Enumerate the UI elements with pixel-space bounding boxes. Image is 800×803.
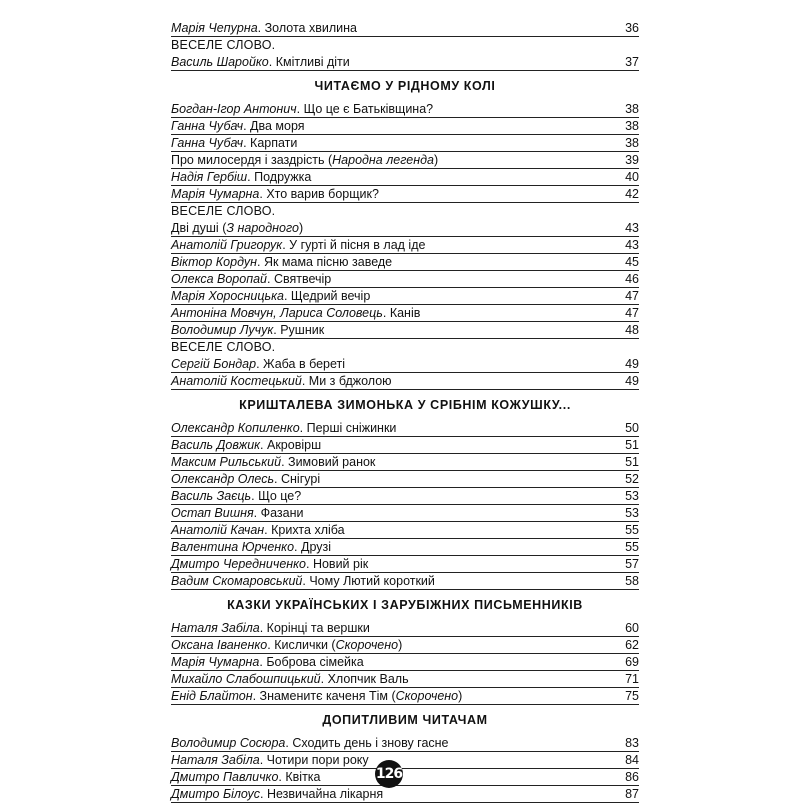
entry-title	[307, 420, 397, 437]
entry-title	[289, 237, 425, 254]
author-separator: .	[274, 472, 281, 486]
entry-author: Енід Блайтон	[171, 689, 253, 703]
toc-entry	[171, 373, 639, 390]
entry-title-text: Снігурі	[280, 472, 321, 486]
entry-page-number: 38	[625, 136, 639, 150]
entry-author: Олександр Копиленко	[171, 421, 300, 435]
toc-entry	[171, 671, 639, 688]
entry-title	[274, 637, 402, 654]
entry-author: Наталя Забіла	[171, 621, 260, 635]
section-heading: ДОПИТЛИВИМ ЧИТАЧАМ	[322, 713, 488, 727]
entry-note: Скорочено	[395, 689, 459, 703]
entry-author: Дмитро Павличко	[171, 770, 279, 784]
paren-close: )	[458, 689, 463, 703]
entry-title-text: Канів	[389, 306, 421, 320]
paren-open: (	[218, 221, 227, 235]
entry-page-number: 52	[625, 472, 639, 486]
entry-title-text: Фазани	[260, 506, 304, 520]
entry-title-text: Подружка	[254, 170, 312, 184]
entry-title	[285, 769, 320, 786]
entry-author: Максим Рильський	[171, 455, 282, 469]
subsection-label: ВЕСЕЛЕ СЛОВО.	[171, 340, 276, 354]
toc-entry	[171, 786, 639, 803]
entry-title-text: Друзі	[300, 540, 332, 554]
author-separator: .	[264, 523, 272, 537]
entry-title-text: Квітка	[285, 770, 321, 784]
author-separator: .	[259, 655, 267, 669]
entry-title	[276, 54, 350, 71]
toc-entry	[171, 322, 639, 339]
entry-page-number: 69	[625, 655, 639, 669]
entry-underline	[171, 389, 639, 390]
entry-title	[291, 288, 370, 305]
paren-open: (	[327, 638, 336, 652]
entry-title-text: Щедрий вечір	[290, 289, 371, 303]
entry-title-text: Крихта хліба	[271, 523, 345, 537]
entry-page-number: 53	[625, 506, 639, 520]
entry-page-number: 57	[625, 557, 639, 571]
entry-page-number: 55	[625, 540, 639, 554]
entry-page-number: 47	[625, 306, 639, 320]
entry-title-text: Карпати	[250, 136, 298, 150]
entry-page-number: 60	[625, 621, 639, 635]
entry-author: Олекса Воропай	[171, 272, 267, 286]
toc-entry	[171, 169, 639, 186]
entry-title-text: Чому Лютий короткий	[309, 574, 435, 588]
entry-title	[265, 20, 357, 37]
entry-title-text: Два моря	[250, 119, 305, 133]
entry-title	[171, 220, 303, 237]
entry-author: Володимир Сосюра	[171, 736, 286, 750]
entry-author: Анатолій Григорук	[171, 238, 283, 252]
paren-open: (	[387, 689, 396, 703]
entry-title	[258, 488, 301, 505]
toc-entry	[171, 522, 639, 539]
entry-underline	[171, 589, 639, 590]
author-separator: .	[278, 770, 286, 784]
entry-title-text: Святвечір	[273, 272, 332, 286]
entry-title-text: Про милосердя і заздрість	[171, 153, 325, 167]
subsection-label: ВЕСЕЛЕ СЛОВО.	[171, 204, 276, 218]
entry-note: З народного	[226, 221, 299, 235]
entry-title-text: Сходить день і знову гасне	[292, 736, 449, 750]
toc-entry	[171, 54, 639, 71]
author-separator: .	[306, 557, 313, 571]
entry-author: Марія Хоросницька	[171, 289, 284, 303]
entry-title	[250, 118, 305, 135]
author-separator: .	[302, 574, 310, 588]
entry-page-number: 58	[625, 574, 639, 588]
entry-title	[274, 271, 331, 288]
author-separator: .	[259, 187, 267, 201]
entry-title	[280, 322, 324, 339]
entry-title-text: Жаба в береті	[263, 357, 346, 371]
entry-title	[254, 169, 311, 186]
author-separator: .	[253, 506, 261, 520]
entry-author: Анатолій Костецький	[171, 374, 302, 388]
entry-note: Скорочено	[335, 638, 399, 652]
entry-title-text: У гурті й пісня в лад іде	[289, 238, 426, 252]
author-separator: .	[301, 374, 309, 388]
entry-title	[264, 254, 392, 271]
entry-title	[271, 522, 344, 539]
author-separator: .	[247, 170, 255, 184]
entry-page-number: 43	[625, 238, 639, 252]
entry-title-text: Корінці та вершки	[266, 621, 370, 635]
author-separator: .	[259, 753, 267, 767]
entry-page-number: 38	[625, 102, 639, 116]
entry-title-text: Дві душі	[171, 221, 219, 235]
entry-author: Дмитро Чередниченко	[171, 557, 306, 571]
entry-page-number: 45	[625, 255, 639, 269]
entry-title-text: Що це?	[258, 489, 302, 503]
entry-page-number: 87	[625, 787, 639, 801]
toc-entry	[171, 505, 639, 522]
author-separator: .	[257, 21, 265, 35]
entry-author: Ганна Чубач	[171, 136, 244, 150]
entry-page-number: 46	[625, 272, 639, 286]
entry-title	[266, 654, 363, 671]
entry-title-text: Чотири пори року	[266, 753, 369, 767]
entry-author: Дмитро Білоус	[171, 787, 260, 801]
entry-title	[267, 786, 383, 803]
entry-author: Марія Чумарна	[171, 655, 260, 669]
entry-underline	[171, 36, 639, 37]
paren-close: )	[298, 221, 304, 235]
toc-entry	[171, 556, 639, 573]
entry-title	[292, 735, 448, 752]
entry-title	[288, 454, 375, 471]
entry-author: Віктор Кордун	[171, 255, 257, 269]
entry-title	[267, 752, 369, 769]
entry-page-number: 83	[625, 736, 639, 750]
toc-entry	[171, 271, 639, 288]
entry-page-number: 71	[625, 672, 639, 686]
entry-page-number: 37	[625, 55, 639, 69]
entry-page-number: 38	[625, 119, 639, 133]
toc-entry	[171, 769, 639, 786]
entry-author: Володимир Лучук	[171, 323, 274, 337]
author-separator: .	[259, 787, 267, 801]
entry-title-text: Хлопчик Валь	[327, 672, 409, 686]
entry-page-number: 40	[625, 170, 639, 184]
section-heading: КРИШТАЛЕВА ЗИМОНЬКА У СРІБНІМ КОЖУШКУ...	[239, 398, 571, 412]
toc-entry	[171, 254, 639, 271]
toc-entry	[171, 488, 639, 505]
entry-page-number: 50	[625, 421, 639, 435]
entry-title	[304, 101, 434, 118]
author-separator: .	[252, 689, 260, 703]
author-separator: .	[243, 136, 251, 150]
entry-title-text: Рушник	[280, 323, 325, 337]
entry-author: Вадим Скомаровський	[171, 574, 303, 588]
author-separator: .	[296, 102, 304, 116]
entry-author: Валентина Юрченко	[171, 540, 295, 554]
entry-title	[328, 671, 409, 688]
entry-title-text: Як мама пісню заведе	[263, 255, 393, 269]
entry-page-number: 86	[625, 770, 639, 784]
table-of-contents	[171, 20, 639, 803]
author-separator: .	[267, 272, 274, 286]
entry-title-text: Незвичайна лікарня	[266, 787, 384, 801]
entry-title-text: Золота хвилина	[264, 21, 357, 35]
entry-author: Наталя Забіла	[171, 753, 260, 767]
entry-underline	[171, 70, 639, 71]
entry-author: Василь Шаройко	[171, 55, 269, 69]
toc-entry	[171, 539, 639, 556]
entry-author: Василь Заєць	[171, 489, 252, 503]
author-separator: .	[294, 540, 301, 554]
entry-title	[260, 688, 463, 705]
toc-entry	[171, 471, 639, 488]
entry-title	[267, 437, 321, 454]
entry-author: Олександр Олесь	[171, 472, 275, 486]
entry-page-number: 51	[625, 455, 639, 469]
entry-page-number: 55	[625, 523, 639, 537]
entry-title	[261, 505, 304, 522]
author-separator: .	[382, 306, 390, 320]
toc-entry	[171, 152, 639, 169]
author-separator: .	[282, 238, 290, 252]
toc-entry	[171, 735, 639, 752]
entry-title-text: Перші сніжинки	[306, 421, 397, 435]
author-separator: .	[256, 357, 264, 371]
paren-close: )	[398, 638, 403, 652]
entry-title-text: Боброва сімейка	[266, 655, 364, 669]
subsection-label: ВЕСЕЛЕ СЛОВО.	[171, 38, 276, 52]
entry-title	[309, 573, 435, 590]
entry-page-number: 53	[625, 489, 639, 503]
entry-title	[390, 305, 421, 322]
entry-title	[267, 620, 370, 637]
author-separator: .	[273, 323, 281, 337]
author-separator: .	[267, 638, 275, 652]
entry-page-number: 49	[625, 374, 639, 388]
entry-page-number: 47	[625, 289, 639, 303]
entry-page-number: 51	[625, 438, 639, 452]
entry-page-number: 62	[625, 638, 639, 652]
entry-title-text: Хто варив борщик?	[266, 187, 379, 201]
entry-page-number: 42	[625, 187, 639, 201]
author-separator: .	[268, 55, 276, 69]
toc-entry	[171, 688, 639, 705]
author-separator: .	[256, 255, 264, 269]
entry-author: Анатолій Качан	[171, 523, 265, 537]
toc-entry	[171, 454, 639, 471]
toc-entry	[171, 637, 639, 654]
toc-entry	[171, 573, 639, 590]
toc-entry	[171, 752, 639, 769]
entry-author: Богдан-Ігор Антонич	[171, 102, 297, 116]
entry-page-number: 43	[625, 221, 639, 235]
toc-entry	[171, 220, 639, 237]
section-heading: КАЗКИ УКРАЇНСЬКИХ І ЗАРУБІЖНИХ ПИСЬМЕННИКІВ	[227, 598, 583, 612]
entry-title	[301, 539, 331, 556]
entry-title-text: Кмітливі діти	[275, 55, 350, 69]
entry-title	[309, 373, 392, 390]
entry-title	[266, 186, 379, 203]
entry-title	[171, 152, 438, 169]
entry-title	[263, 356, 345, 373]
page-number-badge: 126	[375, 760, 403, 788]
toc-entry	[171, 620, 639, 637]
author-separator: .	[259, 621, 267, 635]
author-separator: .	[260, 438, 267, 452]
entry-author: Василь Довжик	[171, 438, 261, 452]
entry-page-number: 75	[625, 689, 639, 703]
entry-title	[313, 556, 368, 573]
entry-author: Марія Чепурна	[171, 21, 258, 35]
entry-author: Антоніна Мовчун, Лариса Соловець	[171, 306, 383, 320]
entry-title-text: Новий рік	[312, 557, 369, 571]
author-separator: .	[281, 455, 289, 469]
entry-title-text: Що це є Батьківщина?	[303, 102, 434, 116]
entry-underline	[171, 202, 639, 203]
paren-open: (	[324, 153, 333, 167]
entry-underline	[171, 338, 639, 339]
toc-entry	[171, 437, 639, 454]
author-separator: .	[285, 736, 293, 750]
toc-entry	[171, 305, 639, 322]
author-separator: .	[320, 672, 328, 686]
entry-author: Сергій Бондар	[171, 357, 257, 371]
toc-entry	[171, 420, 639, 437]
toc-entry	[171, 101, 639, 118]
toc-entry	[171, 356, 639, 373]
entry-title-text: Акровірш	[267, 438, 322, 452]
entry-title	[281, 471, 320, 488]
entry-page-number: 84	[625, 753, 639, 767]
entry-author: Михайло Слабошпицький	[171, 672, 321, 686]
entry-author: Надія Гербіш	[171, 170, 248, 184]
toc-entry	[171, 237, 639, 254]
toc-entry	[171, 186, 639, 203]
entry-title-text: Зимовий ранок	[288, 455, 376, 469]
entry-page-number: 48	[625, 323, 639, 337]
entry-note: Народна легенда	[332, 153, 434, 167]
toc-entry	[171, 288, 639, 305]
entry-page-number: 49	[625, 357, 639, 371]
section-heading: ЧИТАЄМО У РІДНОМУ КОЛІ	[314, 79, 496, 93]
toc-entry	[171, 135, 639, 152]
entry-page-number: 39	[625, 153, 639, 167]
author-separator: .	[243, 119, 251, 133]
entry-title-text: Кислички	[274, 638, 328, 652]
toc-entry	[171, 118, 639, 135]
author-separator: .	[251, 489, 259, 503]
entry-author: Остап Вишня	[171, 506, 254, 520]
entry-author: Ганна Чубач	[171, 119, 244, 133]
author-separator: .	[299, 421, 307, 435]
paren-close: )	[433, 153, 439, 167]
entry-title-text: Ми з бджолою	[308, 374, 392, 388]
author-separator: .	[283, 289, 291, 303]
entry-author: Оксана Іваненко	[171, 638, 268, 652]
toc-entry	[171, 654, 639, 671]
entry-title-text: Знаменитє каченя Тім	[259, 689, 388, 703]
entry-author: Марія Чумарна	[171, 187, 260, 201]
entry-title	[250, 135, 297, 152]
toc-entry	[171, 20, 639, 37]
entry-underline	[171, 704, 639, 705]
entry-page-number: 36	[625, 21, 639, 35]
